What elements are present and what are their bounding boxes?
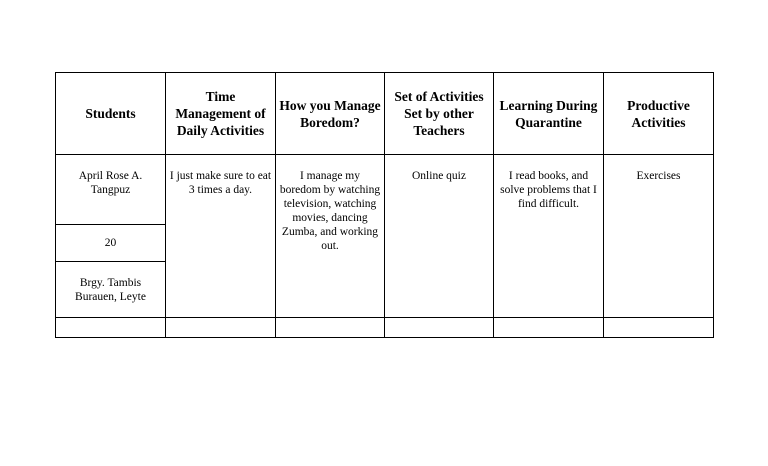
header-productive: Productive Activities	[604, 73, 714, 155]
student-age-cell: 20	[56, 225, 166, 262]
empty-row	[56, 318, 714, 338]
empty-cell	[385, 318, 494, 338]
student-name-cell: April Rose A. Tangpuz	[56, 155, 166, 225]
time-management-cell: I just make sure to eat 3 times a day.	[166, 155, 276, 318]
header-teacher-activities: Set of Activities Set by other Teachers	[385, 73, 494, 155]
empty-cell	[276, 318, 385, 338]
header-time-management: Time Management of Daily Activities	[166, 73, 276, 155]
header-boredom: How you Manage Boredom?	[276, 73, 385, 155]
productive-cell: Exercises	[604, 155, 714, 318]
header-learning: Learning During Quarantine	[494, 73, 604, 155]
empty-cell	[604, 318, 714, 338]
empty-cell	[494, 318, 604, 338]
survey-table	[55, 72, 714, 338]
empty-cell	[166, 318, 276, 338]
header-students: Students	[56, 73, 166, 155]
table-row	[56, 155, 714, 225]
boredom-cell: I manage my boredom by watching television, watching movies, dancing Zumba, and working out.	[276, 155, 385, 318]
student-address-cell: Brgy. Tambis Burauen, Leyte	[56, 262, 166, 318]
header-row	[56, 73, 714, 155]
learning-cell: I read books, and solve problems that I find difficult.	[494, 155, 604, 318]
empty-cell	[56, 318, 166, 338]
teacher-activities-cell: Online quiz	[385, 155, 494, 318]
